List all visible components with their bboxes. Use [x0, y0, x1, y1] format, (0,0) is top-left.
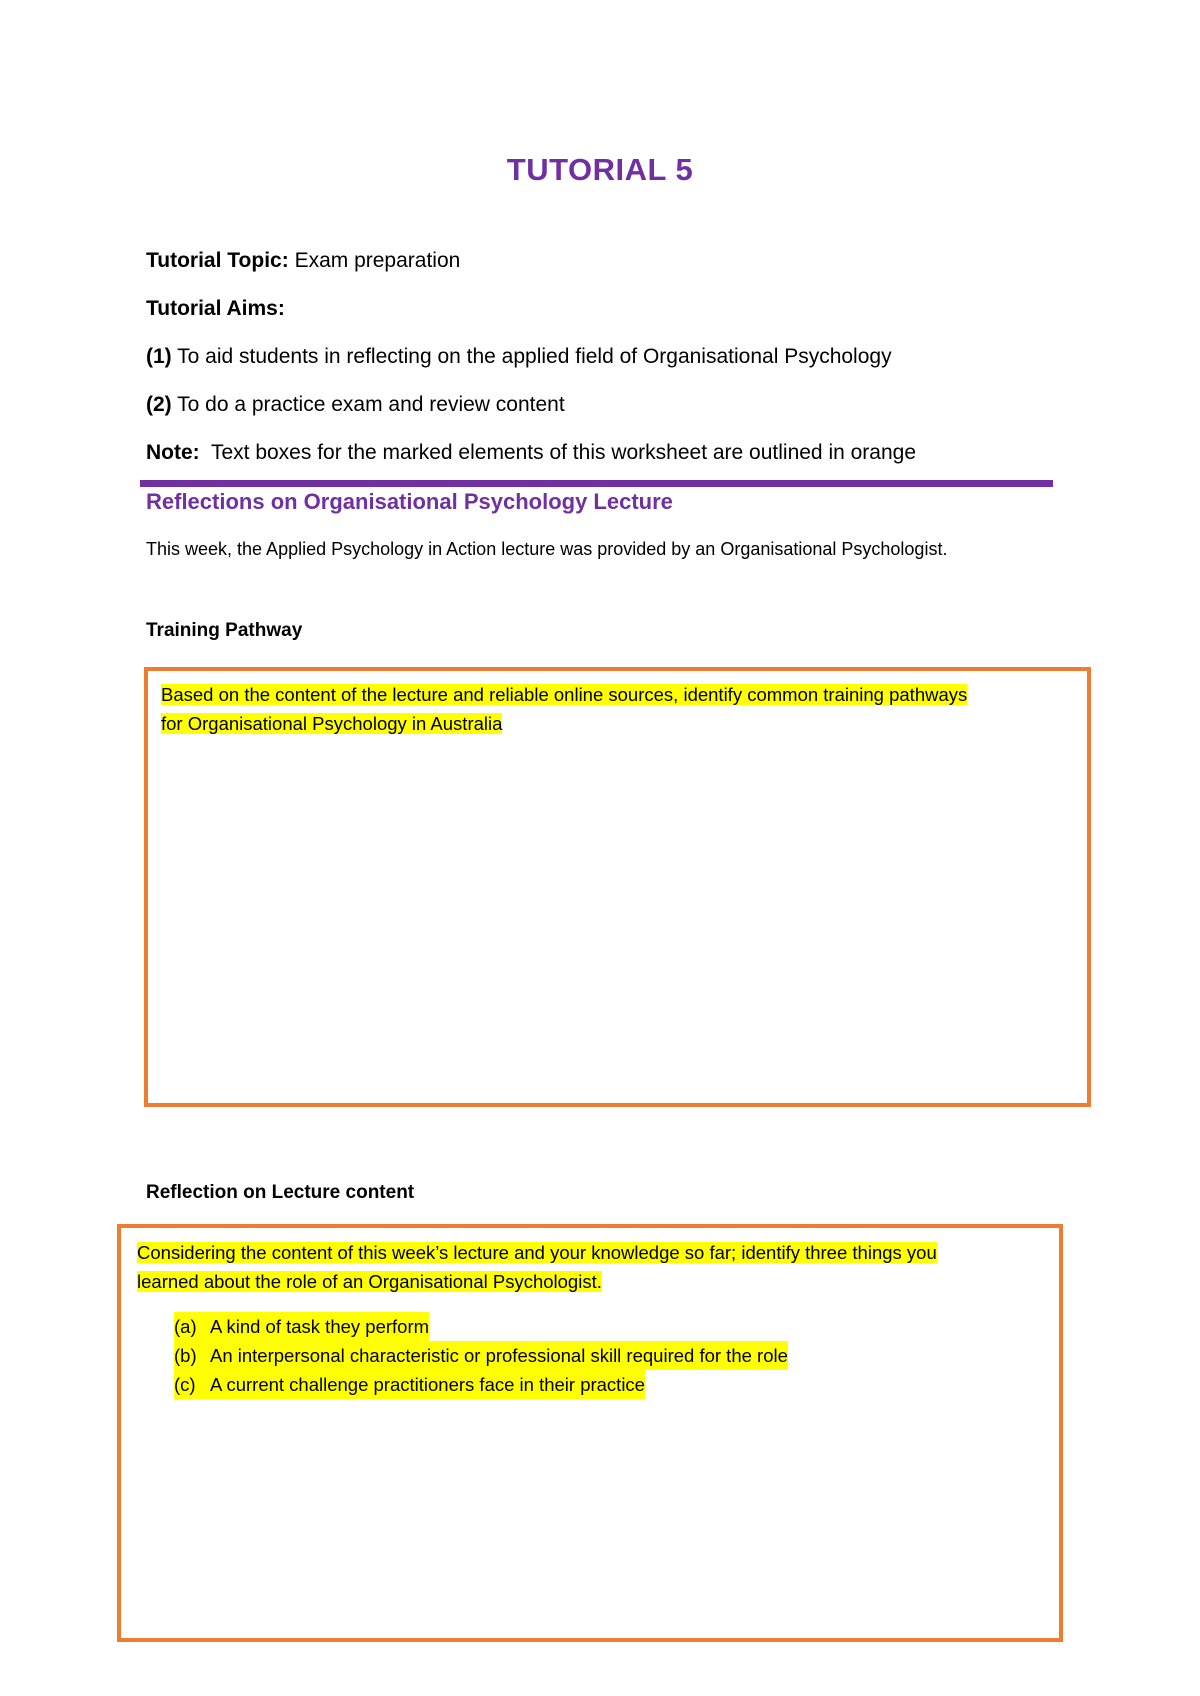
training-pathway-textbox[interactable] [144, 667, 1091, 1107]
aims-label-text: Tutorial Aims: [146, 297, 285, 320]
tutorial-topic [146, 249, 460, 273]
note [146, 441, 916, 465]
training-prompt-line-2: for Organisational Psychology in Australia [161, 713, 503, 734]
reflection-textbox[interactable] [117, 1224, 1063, 1642]
page-title: TUTORIAL 5 [506, 152, 694, 187]
aim-item-2 [146, 393, 565, 417]
list-item [174, 1370, 788, 1399]
list-item-text: An interpersonal characteristic or professional skill required for the role [210, 1341, 788, 1370]
list-item-label: (c) [174, 1370, 210, 1399]
topic-label: Tutorial Topic: [146, 249, 289, 272]
section-heading: Reflections on Organisational Psychology Lecture [146, 489, 673, 514]
section-intro: This week, the Applied Psychology in Action lecture was provided by an Organisational Psychologist. [146, 539, 948, 559]
reflection-prompt-line-2: learned about the role of an Organisational Psychologist. [137, 1271, 602, 1292]
training-pathway-heading: Training Pathway [146, 620, 303, 641]
aim-number: (2) [146, 393, 172, 416]
list-item-text: A kind of task they perform [210, 1312, 429, 1341]
training-prompt [161, 680, 967, 738]
aim-text: To aid students in reflecting on the applied field of Organisational Psychology [177, 345, 892, 368]
list-item-label: (b) [174, 1341, 210, 1370]
aim-text: To do a practice exam and review content [177, 393, 565, 416]
list-item [174, 1312, 788, 1341]
reflection-list [174, 1312, 788, 1399]
aim-item-1 [146, 345, 892, 369]
list-item-text: A current challenge practitioners face in their practice [210, 1370, 645, 1399]
tutorial-aims-label [146, 297, 285, 321]
reflection-prompt [137, 1238, 937, 1296]
note-text: Text boxes for the marked elements of this worksheet are outlined in orange [210, 441, 917, 464]
aim-number: (1) [146, 345, 172, 368]
reflection-prompt-line-1: Considering the content of this week’s lecture and your knowledge so far; identify three things you [137, 1242, 937, 1263]
reflection-heading: Reflection on Lecture content [146, 1182, 415, 1203]
training-prompt-line-1: Based on the content of the lecture and reliable online sources, identify common training pathways [161, 684, 968, 705]
topic-value: Exam preparation [294, 249, 461, 272]
list-item-label: (a) [174, 1312, 210, 1341]
note-label: Note: [146, 441, 200, 464]
list-item [174, 1341, 788, 1370]
section-divider [140, 480, 1053, 487]
